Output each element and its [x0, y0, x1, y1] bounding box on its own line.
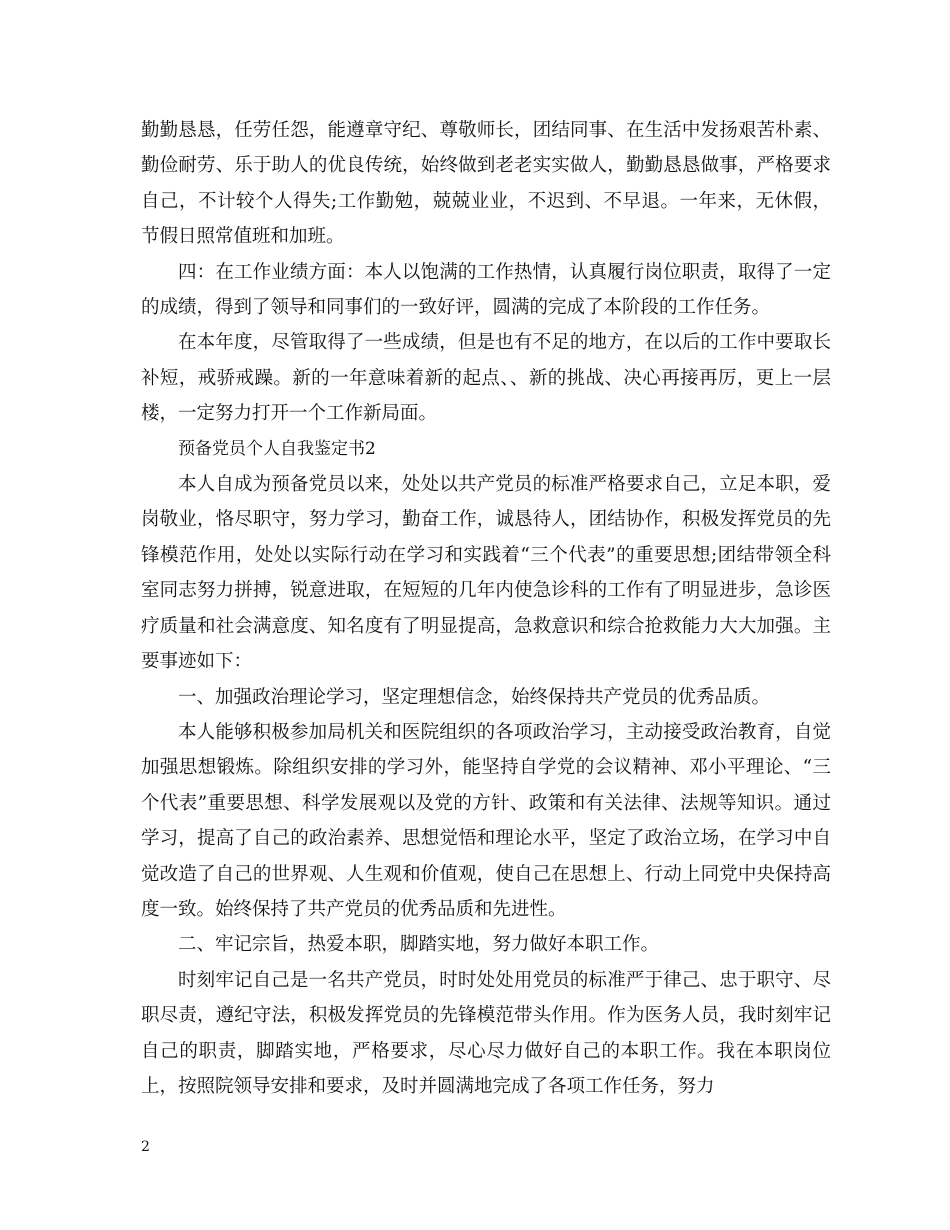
- section-heading: 预备党员个人自我鉴定书2: [178, 438, 376, 459]
- paragraph-year-summary: 在本年度，尽管取得了一些成绩，但是也有不足的地方，在以后的工作中要取长补短，戒骄戒躁。新的一年意味着新的起点、、新的挑战、决心再接再厉，更上一层楼，一定努力打开一个工作新局面。: [141, 332, 831, 425]
- paragraph-point-one-title: 一、加强政治理论学习，坚定理想信念，始终保持共产党员的优秀品质。: [178, 686, 771, 708]
- paragraph-work-performance: 四：在工作业绩方面：本人以饱满的工作热情，认真履行岗位职责，取得了一定的成绩，得到了领导和同事们的一致好评，圆满的完成了本阶段的工作任务。: [141, 261, 831, 319]
- paragraph-intro: 本人自成为预备党员以来，处处以共产党员的标准严格要求自己，立足本职，爱岗敬业，恪尽职守，努力学习，勤奋工作，诚恳待人，团结协作，积极发挥党员的先锋模范作用，处处以实际行动在学习和实践着“三个代表”的重要思想;团结带领全科室同志努力拼搏，锐意进取，在短短的几年内使急诊科的工作有了明显进步，急诊医疗质量和社会满意度、知名度有了明显提高，急救意识和综合抢救能力大大加强。主要事迹如下：: [141, 474, 831, 673]
- document-body: [141, 113, 831, 1104]
- paragraph-point-one-body: 本人能够积极参加局机关和医院组织的各项政治学习，主动接受政治教育，自觉加强思想锻炼。除组织安排的学习外，能坚持自学党的会议精神、邓小平理论、“三个代表”重要思想、科学发展观以及党的方针、政策和有关法律、法规等知识。通过学习，提高了自己的政治素养、思想觉悟和理论水平，坚定了政治立场，在学习中自觉改造了自己的世界观、人生观和价值观，使自己在思想上、行动上同党中央保持高度一致。始终保持了共产党员的优秀品质和先进性。: [141, 721, 831, 920]
- paragraph-point-two-body: 时刻牢记自己是一名共产党员，时时处处用党员的标准严于律己、忠于职守、尽职尽责，遵纪守法，积极发挥党员的先锋模范带头作用。作为医务人员，我时刻牢记自己的职责，脚踏实地，严格要求，尽心尽力做好自己的本职工作。我在本职岗位上，按照院领导安排和要求，及时并圆满地完成了各项工作任务，努力: [141, 969, 831, 1097]
- page-number: 2: [141, 1139, 150, 1155]
- paragraph-1: 勤勤恳恳，任劳任怨，能遵章守纪、尊敬师长，团结同事、在生活中发扬艰苦朴素、勤俭耐劳、乐于助人的优良传统，始终做到老老实实做人，勤勤恳恳做事，严格要求自己，不计较个人得失;工作勤勉，兢兢业业，不迟到、不早退。一年来，无休假，节假日照常值班和加班。: [141, 120, 831, 248]
- paragraph-point-two-title: 二、牢记宗旨，热爱本职，脚踏实地，努力做好本职工作。: [178, 934, 660, 956]
